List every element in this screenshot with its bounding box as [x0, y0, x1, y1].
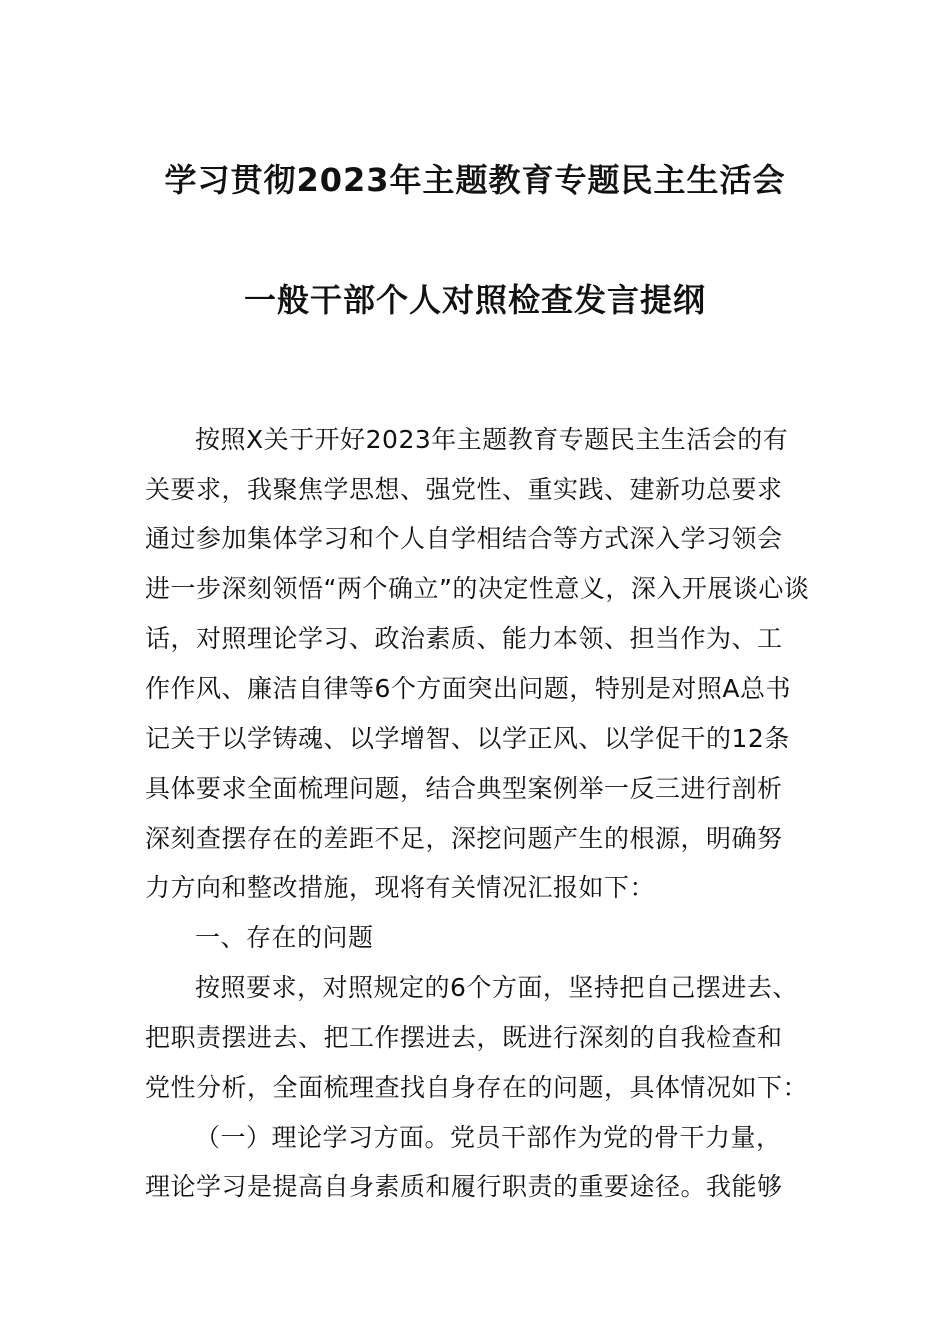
paragraph-line: 话，对照理论学习、政治素质、能力本领、担当作为、工 [145, 624, 783, 653]
paragraph-line: 记关于以学铸魂、以学增智、以学正风、以学促干的12条 [145, 724, 790, 753]
paragraph-line: 党性分析，全面梳理查找自身存在的问题，具体情况如下： [145, 1073, 809, 1102]
subsection-heading: （一）理论学习方面。党员干部作为党的骨干力量， [195, 1123, 782, 1152]
document-title-line-2: 一般干部个人对照检查发言提纲 [243, 281, 706, 319]
paragraph-line: 按照X关于开好2023年主题教育专题民主生活会的有 [195, 425, 789, 454]
paragraph-line: 把职责摆进去、把工作摆进去，既进行深刻的自我检查和 [145, 1023, 783, 1052]
paragraph-line: 进一步深刻领悟“两个确立”的决定性意义，深入开展谈心谈 [145, 574, 810, 603]
document-title-line-1: 学习贯彻2023年主题教育专题民主生活会 [164, 161, 786, 199]
paragraph-line: 作作风、廉洁自律等6个方面突出问题，特别是对照A总书 [145, 674, 792, 703]
paragraph-line: 通过参加集体学习和个人自学相结合等方式深入学习领会 [145, 524, 783, 553]
paragraph-line: 关要求，我聚焦学思想、强党性、重实践、建新功总要求 [145, 475, 783, 504]
paragraph-line: 按照要求，对照规定的6个方面，坚持把自己摆进去、 [195, 973, 798, 1002]
paragraph-line: 力方向和整改措施，现将有关情况汇报如下： [145, 873, 656, 902]
section-heading: 一、存在的问题 [195, 923, 374, 952]
paragraph-line: 具体要求全面梳理问题，结合典型案例举一反三进行剖析 [145, 774, 783, 803]
paragraph-line: 深刻查摆存在的差距不足，深挖问题产生的根源，明确努 [145, 824, 783, 853]
paragraph-line: 理论学习是提高自身素质和履行职责的重要途径。我能够 [145, 1172, 783, 1201]
